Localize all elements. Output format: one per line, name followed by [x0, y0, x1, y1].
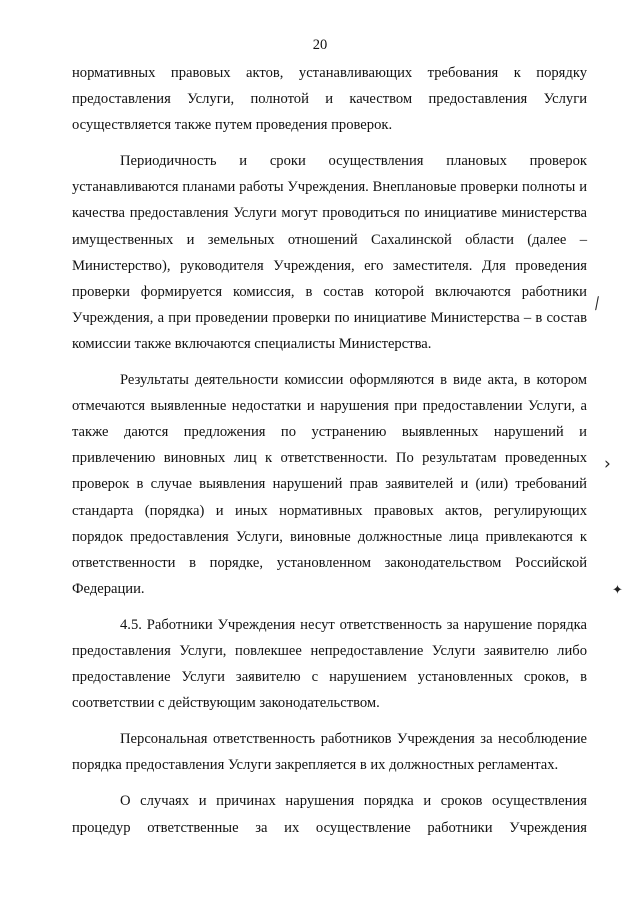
- scan-bracket-mark-icon: ›: [604, 454, 611, 474]
- scan-dot-mark-icon: ✦: [612, 583, 623, 598]
- paragraph-section-4-5: 4.5. Работники Учреждения несут ответственность за нарушение порядка предоставления Услуги, повлекшее непредоставление Услуги заявителю либо предоставление Услуги заявителю с нарушением установленных сроков, в соответствии с действующим законодательством.: [72, 616, 587, 712]
- scan-mark-icon: ⁄: [592, 294, 602, 313]
- page-number: 20: [312, 37, 328, 53]
- paragraph-personal-responsibility: Персональная ответственность работников Учреждения за несоблюдение порядка предоставления Услуги закрепляется в их должностных регламентах.: [72, 731, 587, 774]
- paragraph-inspections-periodicity: Периодичность и сроки осуществления плановых проверок устанавливаются планами работы Учреждения. Внеплановые проверки полноты и качества предоставления Услуги могут проводиться по инициативе министерства имущественных и земельных отношений Сахалинской области (далее – Министерство), руководителя Учреждения, его заместителя. Для проведения проверки формируется комиссия, в состав которой включаются работники Учреждения, а при проведении проверки по инициативе Министерства – в состав комиссии также включаются специалисты Министерства.: [72, 153, 587, 352]
- document-body: [72, 60, 587, 841]
- paragraph-continuation: нормативных правовых актов, устанавливающих требования к порядку предоставления Услуги, полнотой и качеством предоставления Услуги осуществляется также путем проведения проверок.: [72, 65, 587, 134]
- paragraph-violations-reporting: О случаях и причинах нарушения порядка и сроков осуществления процедур ответственные за их осуществление работники Учреждения: [72, 793, 587, 836]
- paragraph-commission-results: Результаты деятельности комиссии оформляются в виде акта, в котором отмечаются выявленные недостатки и нарушения при предоставлении Услуги, а также даются предложения по устранению выявленных нарушений и привлечению виновных лиц к ответственности. По результатам проведенных проверок в случае выявления нарушений прав заявителей и (или) требований стандарта (порядка) и иных нормативных правовых актов, регулирующих порядок предоставления Услуги, виновные должностные лица привлекаются к ответственности в порядке, установленном законодательством Российской Федерации.: [72, 372, 587, 597]
